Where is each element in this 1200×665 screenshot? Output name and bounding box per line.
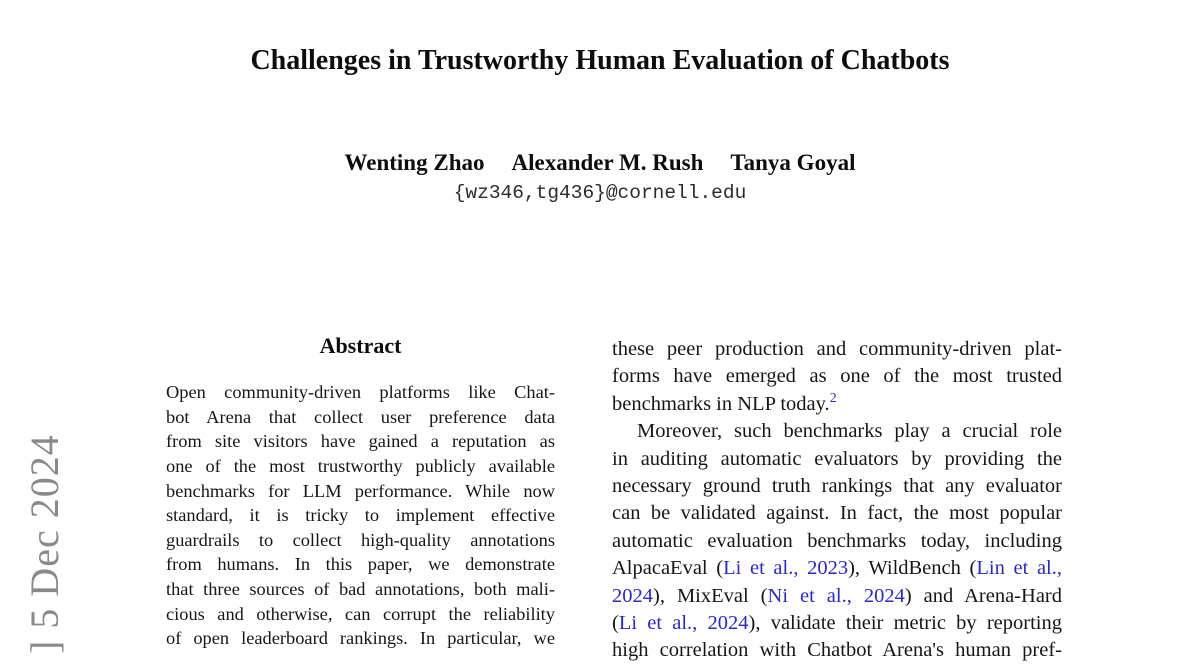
footnote-ref-2[interactable]: 2 xyxy=(829,390,837,406)
body-text: ), MixEval ( xyxy=(653,584,768,607)
body-line-clipped: high correlation with Chatbot Arena's human pref- xyxy=(612,639,1062,662)
body-text: ) and Arena-Hard xyxy=(904,584,1062,607)
abstract-line: of open leaderboard rankings. In particular, we xyxy=(166,628,555,649)
author-line xyxy=(0,149,1200,176)
author-email: {wz346,tg436}@cornell.edu xyxy=(453,182,747,204)
body-line: forms have emerged as one of the most trusted xyxy=(612,365,1062,388)
citation-link-lin-2024-year[interactable]: 2024 xyxy=(612,584,653,607)
abstract-line: that three sources of bad annotations, both mali- xyxy=(166,579,555,600)
author-name-1: Alexander M. Rush xyxy=(511,150,704,175)
abstract-section xyxy=(166,334,555,651)
body-line xyxy=(612,555,1062,582)
abstract-line: guardrails to collect high-quality annotations xyxy=(166,529,555,550)
body-line xyxy=(612,610,1062,637)
body-line xyxy=(612,583,1062,610)
citation-link-li-2024[interactable]: Li et al., 2024 xyxy=(618,611,749,634)
body-text: ), validate their metric by reporting xyxy=(748,611,1063,634)
abstract-line: bot Arena that collect user preference data xyxy=(166,406,555,427)
body-text: ), WildBench ( xyxy=(848,557,977,580)
body-line: can be validated against. In fact, the most popular xyxy=(612,502,1062,525)
abstract-heading: Abstract xyxy=(319,333,402,358)
body-line: these peer production and community-driven plat- xyxy=(612,338,1062,360)
body-text: AlpacaEval ( xyxy=(612,557,724,580)
citation-link-li-2023[interactable]: Li et al., 2023 xyxy=(723,557,849,580)
body-line: automatic evaluation benchmarks today, including xyxy=(612,529,1062,552)
right-column xyxy=(612,336,1062,665)
body-line xyxy=(612,391,1062,418)
abstract-line: cious and otherwise, can corrupt the reliability xyxy=(166,603,555,624)
abstract-line: Open community-driven platforms like Chat- xyxy=(166,382,555,402)
paper-title: Challenges in Trustworthy Human Evaluation of Chatbots xyxy=(250,45,950,76)
abstract-line: from site visitors have gained a reputation as xyxy=(166,431,555,452)
arxiv-stamp: ] 5 Dec 2024 xyxy=(22,434,67,654)
author-name-0: Wenting Zhao xyxy=(344,150,485,175)
abstract-line: benchmarks for LLM performance. While now xyxy=(166,480,555,501)
body-line: necessary ground truth rankings that any evaluator xyxy=(612,474,1062,497)
abstract-line: one of the most trustworthy publicly available xyxy=(166,455,555,476)
citation-link-ni-2024[interactable]: Ni et al., 2024 xyxy=(767,584,905,607)
body-text: benchmarks in NLP today. xyxy=(612,392,830,415)
body-line: Moreover, such benchmarks play a crucial role xyxy=(637,420,1062,443)
author-name-2: Tanya Goyal xyxy=(730,150,856,175)
abstract-line: from humans. In this paper, we demonstrate xyxy=(166,554,555,575)
body-line: in auditing automatic evaluators by providing the xyxy=(612,447,1062,470)
body-text: ( xyxy=(612,611,619,634)
citation-link-lin-2024[interactable]: Lin et al., xyxy=(976,557,1062,580)
abstract-line: standard, it is tricky to implement effective xyxy=(166,505,555,526)
